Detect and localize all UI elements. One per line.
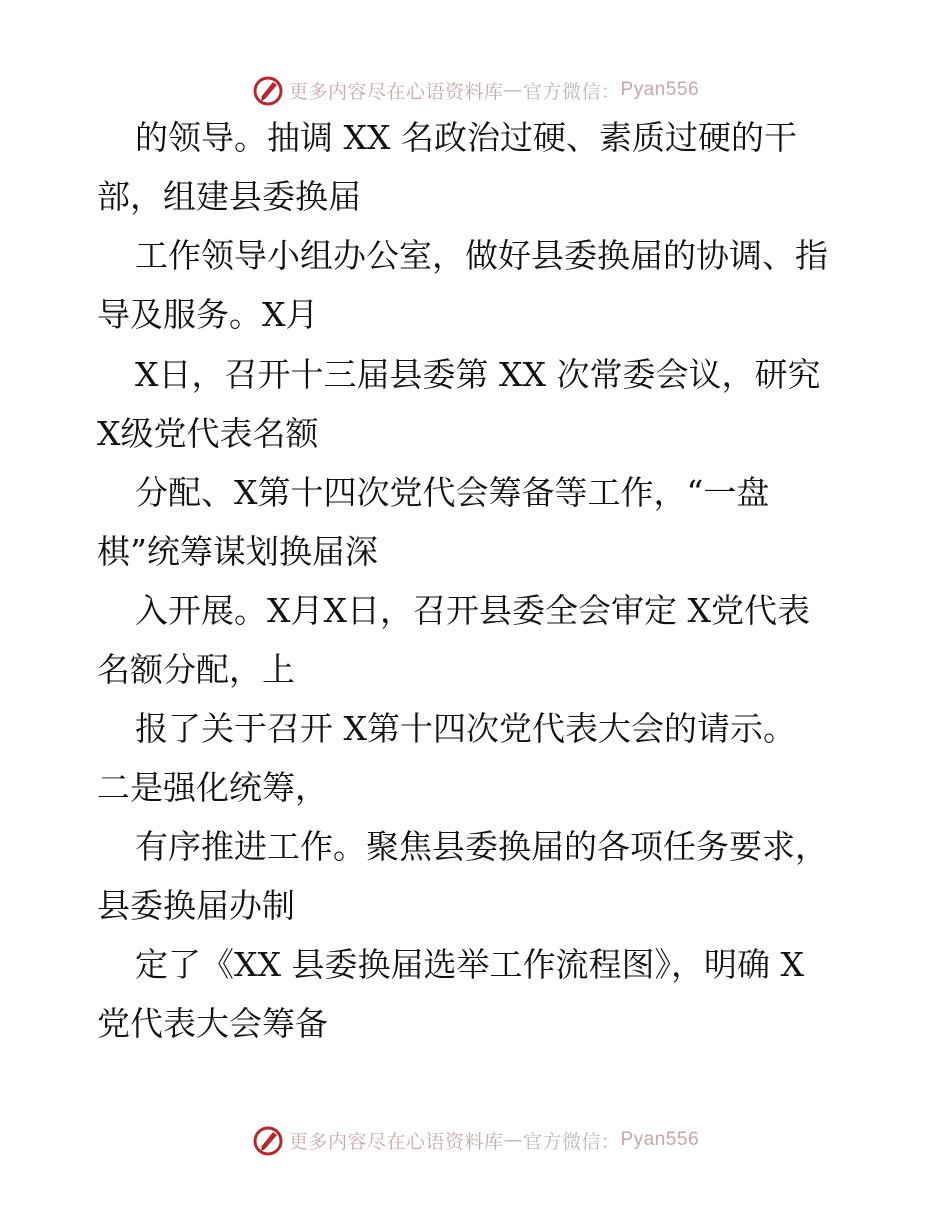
body-line: 名额分配，上 [97,650,295,689]
body-line: 有序推进工作。聚焦县委换届的各项任务要求， [135,827,828,866]
body-line: 报了关于召开 X第十四次党代表大会的请示。 [135,709,796,748]
watermark-wechat-id: Pyan556 [620,1129,700,1150]
brand-logo-icon [251,73,285,107]
watermark-wechat-label: 官方微信： [522,1130,621,1153]
body-line: 工作领导小组办公室，做好县委换届的协调、指 [135,236,828,275]
body-line: 分配、X第十四次党代会筹备等工作，“一盘 [135,473,770,512]
body-line: 的领导。抽调 XX 名政治过硬、素质过硬的干 [135,118,797,157]
body-line: 二是强化统筹， [97,768,328,807]
body-line: 部，组建县委换届 [97,177,361,216]
body-line: X日，召开十三届县委第 XX 次常委会议，研究 [135,355,821,394]
watermark-separator: — [503,79,523,101]
body-line: 党代表大会筹备 [97,1004,328,1043]
body-line: 棋”统筹谋划换届深 [97,532,378,571]
brand-logo-icon [251,1123,285,1157]
body-line: 入开展。X月X日，召开县委全会审定 X党代表 [135,591,810,630]
watermark-main-text: 更多内容尽在心语资料库 [288,1130,504,1153]
body-line: X级党代表名额 [97,414,319,453]
watermark-separator: — [503,1129,523,1151]
watermark-header [0,70,950,110]
body-line: 县委换届办制 [97,886,295,925]
body-line: 导及服务。X月 [97,295,319,334]
watermark-footer [0,1120,950,1160]
watermark-main-text: 更多内容尽在心语资料库 [288,80,504,103]
watermark-wechat-label: 官方微信： [522,80,621,103]
watermark-wechat-id: Pyan556 [620,79,700,100]
body-line: 定了《XX 县委换届选举工作流程图》，明确 X [135,945,804,984]
